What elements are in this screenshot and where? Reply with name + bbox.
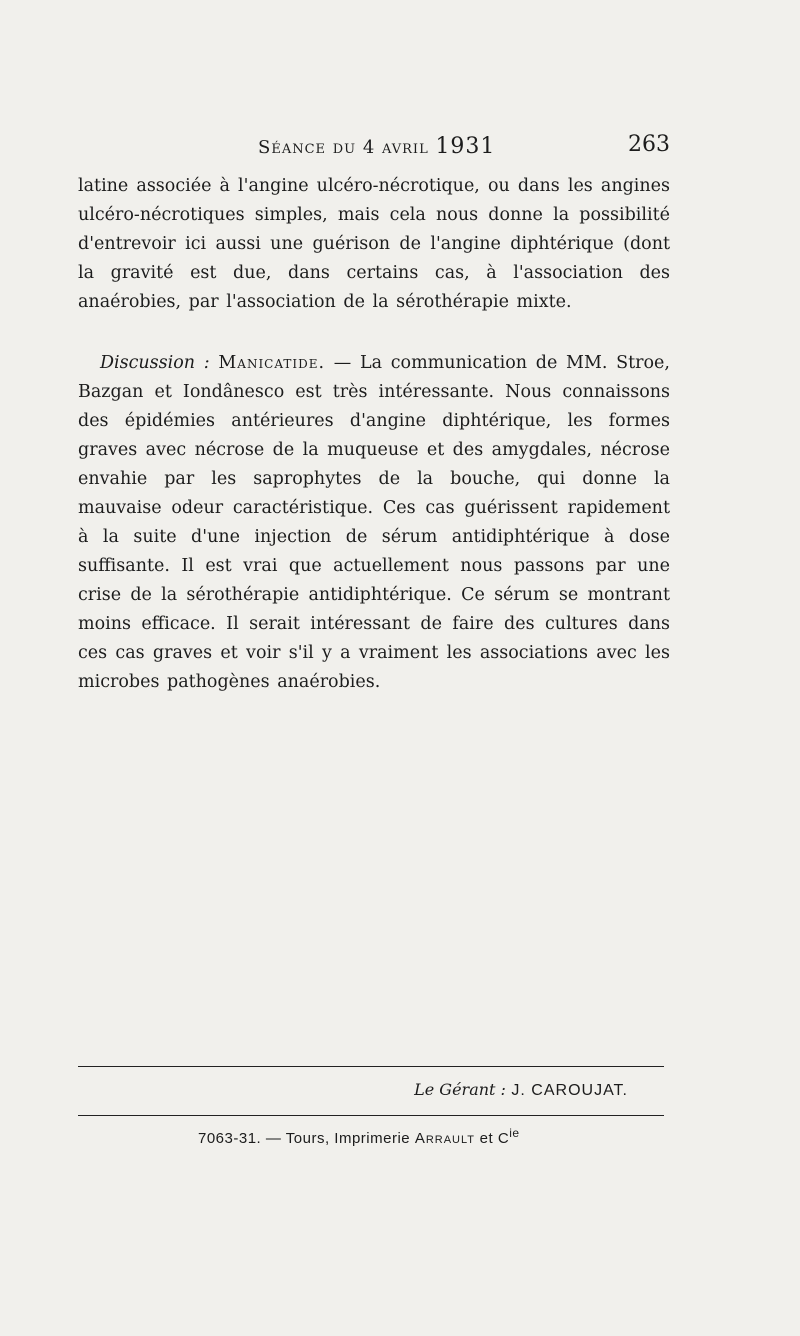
discussion-text: — La communication de MM. Stroe, Bazgan et Iondânesco est très intéressante. Nous connaissons des épidémies antérieures d'angine diphtérique, les formes graves avec nécrose de la muqueuse et des amygdales, nécrose envahie par les saprophytes de la bouche, qui donne la mauvaise odeur caractéristique. Ces cas guérissent rapidement à la suite d'une injection de sérum antidiphtérique à dose suffisante. Il est vrai que actuellement nous passons par une crise de la sérothérapie antidiphtérique. Ce sérum se montrant moins efficace. Il serait intéressant de faire des cultures dans ces cas graves et voir s'il y a vraiment les associations avec les microbes pathogènes anaérobies. — [78, 353, 670, 692]
signature-line — [414, 1080, 628, 1100]
running-head — [258, 134, 495, 159]
running-head-title: Séance du 4 avril — [258, 137, 429, 158]
signature-label: Le Gérant : — [414, 1080, 506, 1099]
printer-prefix: 7063-31. — Tours, Imprimerie — [198, 1130, 415, 1147]
discussion-label: Discussion : — [100, 353, 210, 373]
printer-superscript: ie — [509, 1126, 520, 1140]
speaker-name: Manicatide. — [218, 353, 326, 373]
printer-suffix: et C — [475, 1130, 510, 1147]
page-header — [78, 128, 670, 162]
page-number: 263 — [628, 132, 670, 157]
footer-rule-bottom — [78, 1115, 664, 1116]
body-text — [78, 172, 670, 697]
discussion-paragraph — [78, 349, 670, 697]
paragraph-continuation: latine associée à l'angine ulcéro-nécrotique, ou dans les angines ulcéro-nécrotiques simples, mais cela nous donne la possibilité d'entrevoir ici aussi une guérison de l'angine diphtérique (dont la gravité est due, dans certains cas, à l'association des anaérobies, par l'association de la sérothérapie mixte. — [78, 176, 670, 312]
printer-imprint — [198, 1126, 520, 1147]
printer-name: Arrault — [414, 1130, 476, 1147]
running-head-year: 1931 — [435, 134, 496, 159]
footer-rule-top — [78, 1066, 664, 1067]
signature-name: J. CAROUJAT. — [511, 1082, 628, 1099]
